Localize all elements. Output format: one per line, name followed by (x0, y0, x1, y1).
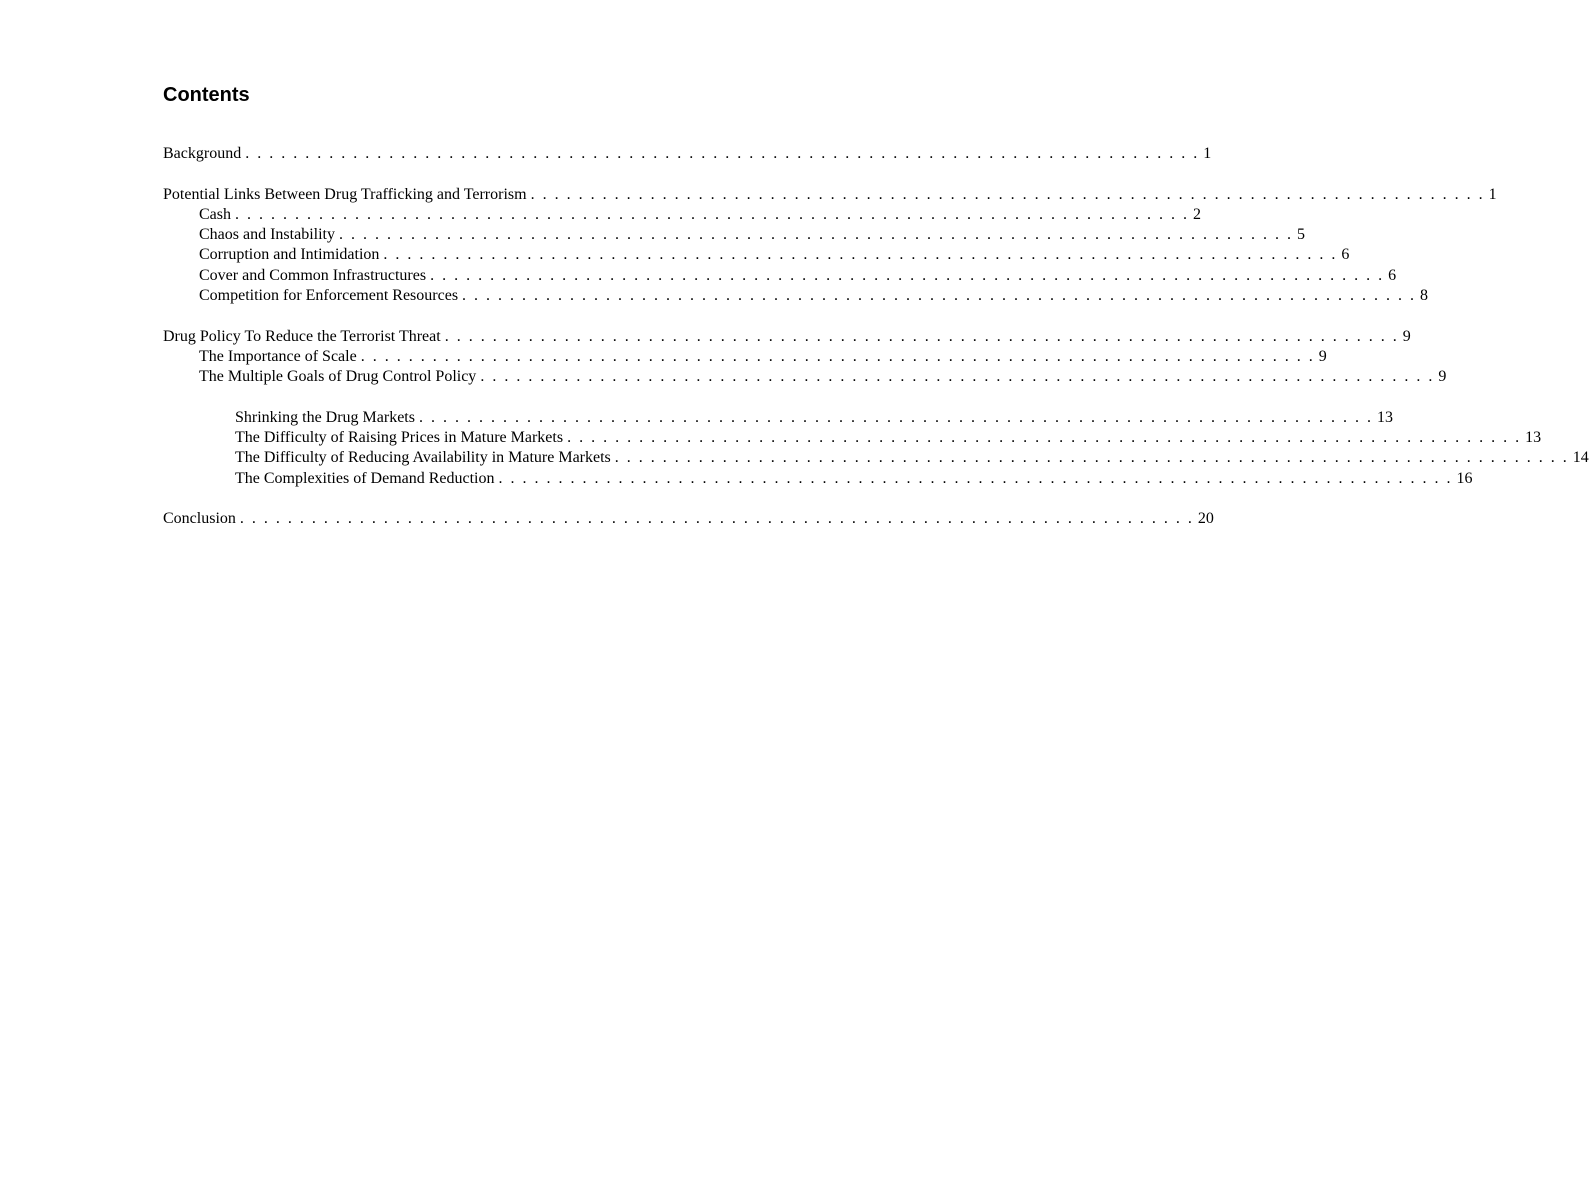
toc-entry-label: Drug Policy To Reduce the Terrorist Threat (163, 327, 441, 345)
toc-leader-dots: . . . . . . . . . . . . . . . . . . . . . . . . . . . . . . . . . . . . . . . . . . . . . . . . . . . . . . . . . . . . . . . . . . . . . . . . . . . . . . . . (418, 408, 1373, 426)
toc-entry-cash[interactable] (163, 205, 1201, 226)
toc-entry-multiple-goals[interactable] (163, 368, 1447, 388)
toc-entry-demand-reduction[interactable] (163, 469, 1473, 490)
toc-entry-label: Conclusion (163, 510, 236, 528)
toc-entry-label: Shrinking the Drug Markets (235, 408, 415, 426)
toc-entry-page: 9 (1402, 327, 1411, 345)
toc-entry-drug-policy[interactable] (163, 327, 1411, 348)
toc-entry-label: The Complexities of Demand Reduction (235, 469, 495, 487)
toc-leader-dots: . . . . . . . . . . . . . . . . . . . . . . . . . . . . . . . . . . . . . . . . . . . . . . . . . . . . . . . . . . . . . . . . . . . . . . . . . . . . . . . . (360, 347, 1315, 365)
toc-entry-label: Cover and Common Infrastructures (199, 266, 427, 284)
toc-entry-corruption[interactable] (163, 246, 1350, 266)
toc-entry-page: 2 (1193, 205, 1201, 223)
toc-entry-conclusion[interactable] (163, 510, 1214, 530)
toc-entry-label: The Importance of Scale (199, 347, 357, 365)
toc-entry-reducing-availability[interactable] (163, 449, 1589, 469)
toc-page (163, 83, 1589, 531)
toc-entry-label: The Difficulty of Raising Prices in Mature Markets (235, 429, 564, 447)
toc-entry-page: 13 (1525, 429, 1542, 447)
toc-leader-dots: . . . . . . . . . . . . . . . . . . . . . . . . . . . . . . . . . . . . . . . . . . . . . . . . . . . . . . . . . . . . . . . . . . . . . . . . . . . . . . . . (462, 287, 1417, 305)
toc-entry-label: Background (163, 145, 242, 162)
toc-entry-page: 9 (1318, 347, 1327, 365)
toc-entry-page: 16 (1456, 469, 1473, 487)
toc-entry-page: 13 (1376, 408, 1393, 426)
toc-leader-dots: . . . . . . . . . . . . . . . . . . . . . . . . . . . . . . . . . . . . . . . . . . . . . . . . . . . . . . . . . . . . . . . . . . . . . . . . . . . . . . . . (430, 266, 1385, 284)
toc-entry-label: Competition for Enforcement Resources (199, 287, 459, 305)
toc-entry-page: 14 (1572, 449, 1589, 467)
toc-entry-potential-links[interactable] (163, 185, 1497, 206)
toc-leader-dots: . . . . . . . . . . . . . . . . . . . . . . . . . . . . . . . . . . . . . . . . . . . . . . . . . . . . . . . . . . . . . . . . . . . . . . . . . . . . . . . . (498, 469, 1453, 487)
toc-leader-dots: . . . . . . . . . . . . . . . . . . . . . . . . . . . . . . . . . . . . . . . . . . . . . . . . . . . . . . . . . . . . . . . . . . . . . . . . . . . . . . . . (480, 368, 1435, 386)
toc-entry-label: Potential Links Between Drug Trafficking and Terrorism (163, 185, 527, 203)
toc-entry-page: 8 (1420, 287, 1429, 305)
toc-entry-label: Corruption and Intimidation (199, 246, 380, 264)
toc-entry-page: 5 (1296, 226, 1305, 244)
toc-entry-page: 1 (1488, 185, 1497, 203)
toc-leader-dots: . . . . . . . . . . . . . . . . . . . . . . . . . . . . . . . . . . . . . . . . . . . . . . . . . . . . . . . . . . . . . . . . . . . . . . . . . . . . . . . . (239, 510, 1194, 528)
toc-leader-dots: . . . . . . . . . . . . . . . . . . . . . . . . . . . . . . . . . . . . . . . . . . . . . . . . . . . . . . . . . . . . . . . . . . . . . . . . . . . . . . . . (338, 226, 1293, 244)
toc-entry-raising-prices[interactable] (163, 429, 1542, 449)
toc-leader-dots: . . . . . . . . . . . . . . . . . . . . . . . . . . . . . . . . . . . . . . . . . . . . . . . . . . . . . . . . . . . . . . . . . . . . . . . . . . . . . . . . (444, 327, 1399, 345)
toc-entry-cover[interactable] (163, 266, 1397, 287)
toc-entry-importance-of-scale[interactable] (163, 347, 1327, 368)
toc-entry-label: Chaos and Instability (199, 226, 335, 244)
toc-leader-dots: . . . . . . . . . . . . . . . . . . . . . . . . . . . . . . . . . . . . . . . . . . . . . . . . . . . . . . . . . . . . . . . . . . . . . . . . . . . . . . . . (235, 205, 1189, 223)
toc-entry-label: Cash (199, 205, 231, 223)
toc-entry-page: 6 (1341, 246, 1350, 264)
toc-leader-dots: . . . . . . . . . . . . . . . . . . . . . . . . . . . . . . . . . . . . . . . . . . . . . . . . . . . . . . . . . . . . . . . . . . . . . . . . . . . . . . . . (614, 449, 1569, 467)
toc-leader-dots: . . . . . . . . . . . . . . . . . . . . . . . . . . . . . . . . . . . . . . . . . . . . . . . . . . . . . . . . . . . . . . . . . . . . . . . . . . . . . . . . (530, 185, 1485, 203)
toc-entry-page: 20 (1197, 510, 1214, 528)
toc-entry-label: The Multiple Goals of Drug Control Policy (199, 368, 477, 386)
toc-leader-dots: . . . . . . . . . . . . . . . . . . . . . . . . . . . . . . . . . . . . . . . . . . . . . . . . . . . . . . . . . . . . . . . . . . . . . . . . . . . . . . . . (245, 145, 1200, 162)
toc-entry-competition[interactable] (163, 287, 1429, 307)
toc-entry-chaos[interactable] (163, 226, 1305, 246)
toc-entry-shrinking-markets[interactable] (163, 408, 1393, 429)
toc-list (163, 145, 1589, 531)
toc-entry-page: 9 (1438, 368, 1447, 386)
toc-leader-dots: . . . . . . . . . . . . . . . . . . . . . . . . . . . . . . . . . . . . . . . . . . . . . . . . . . . . . . . . . . . . . . . . . . . . . . . . . . . . . . . . (383, 246, 1338, 264)
toc-leader-dots: . . . . . . . . . . . . . . . . . . . . . . . . . . . . . . . . . . . . . . . . . . . . . . . . . . . . . . . . . . . . . . . . . . . . . . . . . . . . . . . . (567, 429, 1522, 447)
toc-entry-page: 1 (1203, 145, 1212, 162)
toc-entry-page: 6 (1388, 266, 1397, 284)
toc-entry-background[interactable] (163, 145, 1212, 165)
toc-entry-label: The Difficulty of Reducing Availability in Mature Markets (235, 449, 611, 467)
toc-title: Contents (163, 84, 250, 106)
